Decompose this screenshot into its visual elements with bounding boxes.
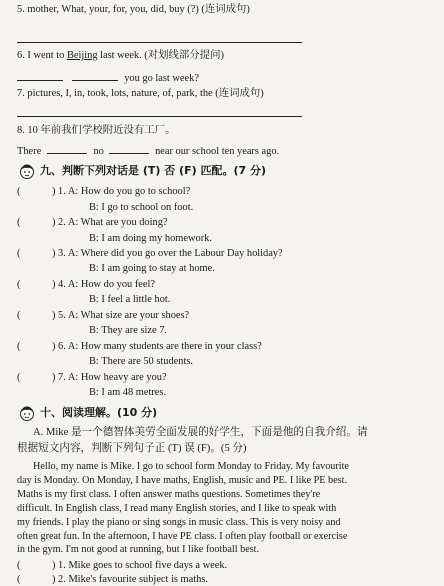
q8-no: no <box>93 146 104 157</box>
tf-a-paren-2[interactable]: ( <box>17 574 21 585</box>
q8-tail: near our school ten years ago. <box>155 146 280 157</box>
passage-line: day is Monday. On Monday, I have maths, English, music and PE. I like PE best. <box>17 474 348 486</box>
q6-blank-2[interactable] <box>72 70 118 81</box>
tf-paren-3[interactable]: ( <box>17 248 21 259</box>
tf-paren-4[interactable]: ( <box>17 279 21 290</box>
dialog-2-b: B: I am doing my homework. <box>89 233 212 244</box>
dialog-2-a: ) 2. A: What are you doing? <box>52 217 168 228</box>
section-9-title: 九、判断下列对话是 (T) 否 (F) 匹配。(7 分) <box>40 164 266 177</box>
answer-line-q7[interactable] <box>17 116 302 117</box>
passage-line: often great fun. In the afternoon, I have PE class. I often play football or exercise <box>17 530 348 542</box>
q6-answer-line <box>17 70 199 85</box>
question-8: 8. 10 年前我们学校附近没有工厂。 <box>17 125 176 136</box>
q6-prefix: 6. I went to <box>17 50 67 61</box>
answer-line-q5[interactable] <box>17 42 302 43</box>
q8-blank-1[interactable] <box>47 143 87 154</box>
student-face-icon <box>18 162 36 180</box>
q8-there: There <box>17 146 42 157</box>
dialog-6-a: ) 6. A: How many students are there in your class? <box>52 341 262 352</box>
q6-blank-1[interactable] <box>17 70 63 81</box>
dialog-5-b: B: They are size 7. <box>89 325 168 336</box>
q8-answer-line <box>17 143 279 158</box>
tf-paren-1[interactable]: ( <box>17 186 21 197</box>
reading-passage <box>17 460 427 557</box>
dialog-3-a: ) 3. A: Where did you go over the Labour Day holiday? <box>52 248 283 259</box>
tf-a-item-2: ) 2. Mike's favourite subject is maths. <box>52 574 208 585</box>
passage-line: in the gym. I'm not good at running, but I like football best. <box>17 544 260 556</box>
dialog-4-a: ) 4. A: How do you feel? <box>52 279 156 290</box>
question-6 <box>17 49 224 62</box>
dialog-1-b: B: I go to school on foot. <box>89 202 194 213</box>
passage-line: Maths is my first class. I often answer maths questions. Sometimes they're <box>17 488 321 500</box>
dialog-3-b: B: I am going to stay at home. <box>89 263 215 274</box>
question-7: 7. pictures, I, in, took, lots, nature, of, park, the (连词成句) <box>17 88 264 99</box>
passage-line: difficult. In English class, I read many English stories, and I like to speak with <box>17 502 337 514</box>
student-face-icon <box>18 404 36 422</box>
tf-a-item-1: ) 1. Mike goes to school five days a week. <box>52 560 228 571</box>
passage-line: Hello, my name is Mike. I go to school form Monday to Friday. My favourite <box>33 461 349 472</box>
tf-paren-7[interactable]: ( <box>17 372 21 383</box>
tf-paren-5[interactable]: ( <box>17 310 21 321</box>
q6-underlined-word: Beijing <box>66 50 98 61</box>
tf-paren-6[interactable]: ( <box>17 341 21 352</box>
part-a-intro-line-1: A. Mike 是一个德智体美劳全面发展的好学生，下面是他的自我介绍。请 <box>33 427 368 438</box>
dialog-7-b: B: I am 48 metres. <box>89 387 167 398</box>
dialog-7-a: ) 7. A: How heavy are you? <box>52 372 167 383</box>
q6-suffix: last week. (对划线部分提问) <box>97 50 224 61</box>
passage-line: my friends. I play the piano or sing songs in music class. This is very noisy and <box>17 516 341 528</box>
dialog-4-b: B: I feel a little hot. <box>89 294 171 305</box>
q6-answer-tail: you go last week? <box>124 73 199 84</box>
dialog-1-a: ) 1. A: How do you go to school? <box>52 186 191 197</box>
part-a-intro-line-2: 根据短文内容，判断下列句子正 (T) 误 (F)。(5 分) <box>17 443 247 454</box>
question-5: 5. mother, What, your, for, you, did, buy (?) (连词成句) <box>17 4 250 15</box>
dialog-5-a: ) 5. A: What size are your shoes? <box>52 310 190 321</box>
tf-paren-2[interactable]: ( <box>17 217 21 228</box>
section-10-title: 十、阅读理解。(10 分) <box>40 406 158 419</box>
q8-blank-2[interactable] <box>109 143 149 154</box>
dialog-6-b: B: There are 50 students. <box>89 356 193 367</box>
tf-a-paren-1[interactable]: ( <box>17 560 21 571</box>
